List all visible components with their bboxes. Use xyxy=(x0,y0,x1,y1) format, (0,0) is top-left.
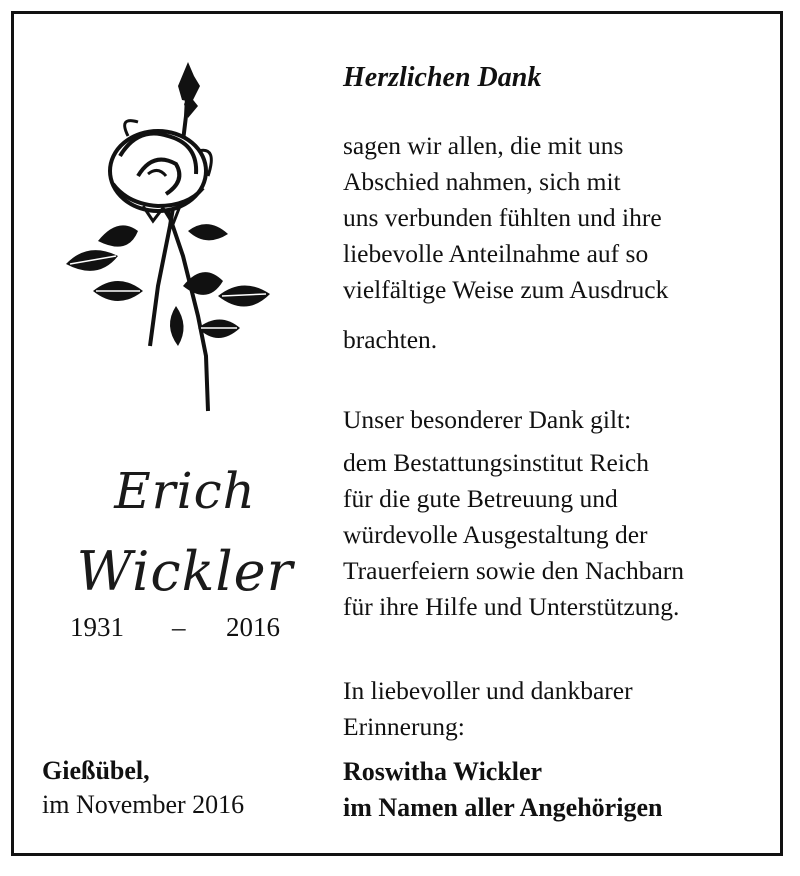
text-line: Abschied nahmen, sich mit xyxy=(343,167,621,196)
rose-icon xyxy=(58,56,278,416)
place-month: im November 2016 xyxy=(42,790,245,819)
signature-name: Roswitha Wickler xyxy=(343,757,543,786)
first-name: Erich xyxy=(114,462,256,520)
text-line: Trauerfeiern sowie den Nachbarn xyxy=(343,556,685,585)
text-line: dem Bestattungsinstitut Reich xyxy=(343,448,649,477)
text-line: sagen wir allen, die mit uns xyxy=(343,131,624,160)
thanks-intro: Unser besonderer Dank gilt: xyxy=(343,405,632,434)
signature-family: im Namen aller Angehörigen xyxy=(343,793,663,822)
text-line: würdevolle Ausgestaltung der xyxy=(343,520,648,549)
text-line: für die gute Betreuung und xyxy=(343,484,618,513)
place-date xyxy=(42,754,244,822)
heading: Herzlichen Dank xyxy=(343,62,542,93)
text-line: Erinnerung: xyxy=(343,712,465,741)
last-name: Wickler xyxy=(76,540,294,603)
birth-year: 1931 xyxy=(70,612,124,642)
text-line: In liebevoller und dankbarer xyxy=(343,676,633,705)
paragraph-thanks xyxy=(343,128,668,308)
text-line: liebevolle Anteilnahme auf so xyxy=(343,239,649,268)
text-line: für ihre Hilfe und Unterstützung. xyxy=(343,592,680,621)
text-line: vielfältige Weise zum Ausdruck xyxy=(343,275,669,304)
closing xyxy=(343,673,633,745)
place-city: Gießübel, xyxy=(42,756,150,785)
text-line: uns verbunden fühlten und ihre xyxy=(343,203,662,232)
death-year: 2016 xyxy=(226,612,280,642)
year-dash: – xyxy=(172,612,186,642)
signature xyxy=(343,754,662,826)
text-line: brachten. xyxy=(343,325,438,354)
paragraph-special-thanks xyxy=(343,445,684,625)
